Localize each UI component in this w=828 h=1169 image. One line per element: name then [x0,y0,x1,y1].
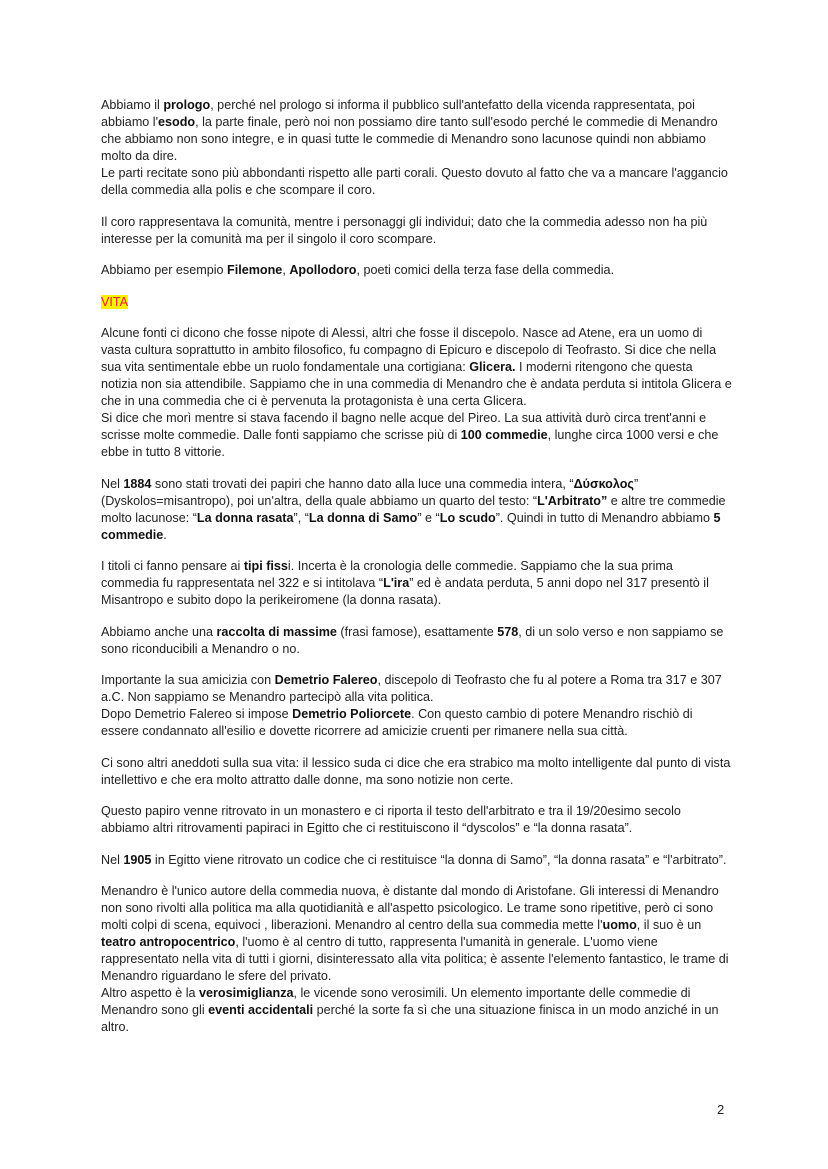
text: ebbe in tutto 8 vittorie. [101,445,225,459]
paragraph [101,803,741,837]
text-line [101,624,741,641]
text-line [101,342,741,359]
paragraph [101,672,741,740]
text: non sono rivolti alla politica ma alla quotidianità e all'aspetto psicologico. Le trame sono ripetitive, però ci sono [101,901,714,915]
paragraph [101,214,741,248]
text-line [101,883,741,900]
text-line [101,689,741,706]
text-line [101,165,741,182]
text: , lunghe circa 1000 versi e che [547,428,719,442]
text-line [101,900,741,917]
bold-text: teatro antropocentrico [101,935,236,949]
text-line [101,510,741,527]
bold-text: uomo [602,918,637,932]
bold-text: La donna di Samo [308,510,418,525]
text-line [101,968,741,985]
text: Questo papiro venne ritrovato in un monastero e ci riporta il testo dell'arbitrato e tra il 19/20esimo secolo [101,804,681,818]
bold-text: Lo scudo [439,510,496,525]
text-line [101,527,741,544]
bold-text: verosimiglianza [199,986,294,1000]
bold-text: L'ira [383,576,410,590]
bold-text: 5 [713,510,721,525]
text: Importante la sua amicizia con [101,673,275,687]
text: che in una commedia che ci è pervenuta la protagonista è una certa Glicera. [101,394,527,408]
text-line [101,148,741,165]
text: Menandro riguardano le sfere del privato. [101,969,332,983]
text: ”, “ [293,510,309,525]
bold-text: Δύσκολος [573,476,634,491]
text: Abbiamo il [101,98,164,112]
text-line [101,294,741,311]
text: della commedia alla polis e che scompare il coro. [101,183,376,197]
text: molto da dire. [101,149,178,163]
text-line [101,723,741,740]
text: . Con questo cambio di potere Menandro rischiò di [411,707,693,721]
text: ” [633,476,639,491]
text: , le vicende sono verosimili. Un elemento importante delle commedie di [293,986,691,1000]
document-body [101,97,741,1051]
text-line [101,772,741,789]
text-line [101,803,741,820]
text-line [101,934,741,951]
bold-text: Glicera. [469,360,516,374]
text: , l'uomo è al centro di tutto, rappresenta l'umanità in generale. L'uomo viene [235,935,658,949]
text: e altre tre commedie [607,493,726,508]
text: interesse per la comunità ma per il singolo il coro scompare. [101,231,437,246]
text: , il suo è un [636,918,702,932]
text: (frasi famose), esattamente [336,624,498,639]
text-line [101,820,741,837]
highlighted-heading: VITA [101,294,129,309]
text: Nel [101,852,124,867]
text-line [101,214,741,231]
text-line [101,493,741,510]
text: in Egitto viene ritrovato un codice che ci restituisce “la donna di Samo”, “la donna rasata” e “l'arbitrato”. [151,852,727,867]
text: abbiamo l' [101,115,159,129]
text-line [101,852,741,869]
text: Nel [101,476,124,491]
text: , discepolo di Teofrasto che fu al potere a Roma tra 317 e 307 [377,673,722,687]
text: . [163,527,167,542]
text: (Dyskolos=misantropo), poi un'altra, della quale abbiamo un quarto del testo: “ [101,493,538,508]
text: Le parti recitate sono più abbondanti rispetto alle parti corali. Questo dovuto al fatto che va a mancare l'aggancio [101,166,728,180]
text: Abbiamo per esempio [101,263,228,277]
page-number: 2 [717,1102,725,1117]
text: vasta cultura soprattutto in ambito filosofico, fu compagno di Epicuro e discepolo di Teofrasto. Si dice che nella [101,343,717,357]
text-line [101,641,741,658]
text: Menandro è l'unico autore della commedia nuova, è distante dal mondo di Aristofane. Gli interessi di Menandro [101,884,719,898]
bold-text: Filemone [227,263,283,277]
text: notizia non sia attendibile. Sappiamo che in una commedia di Menandro che è andata perduta si intitola Glicera e [101,377,732,391]
bold-text: Demetrio Falereo [274,673,378,687]
text-line [101,706,741,723]
bold-text: 1905 [123,852,152,867]
text: abbiamo altri ritrovamenti papiraci in Egitto che ci restituiscono il “dyscolos” e “la donna rasata”. [101,821,633,835]
text-line [101,97,741,114]
paragraph [101,852,741,869]
text: Misantropo e subito dopo la perikeiromene (la donna rasata). [101,593,442,607]
text: Ci sono altri aneddoti sulla sua vita: il lessico suda ci dice che era strabico ma molto intelligente dal punto di vista [101,755,731,770]
text: intellettivo e che era molto attratto dalle donne, ma sono notizie non certe. [101,772,514,787]
text: a.C. Non sappiamo se Menandro partecipò alla vita politica. [101,690,434,704]
text: ” ed è andata perduta, 5 anni dopo nel 317 presentò il [409,576,709,590]
bold-text: Apollodoro [289,263,357,277]
paragraph [101,262,741,279]
text: che abbiamo non sono integre, e in quasi tutte le commedie di Menandro sono lacunose quindi non abbiamo [101,132,706,146]
text: , di un solo verso e non sappiamo se [518,624,724,639]
bold-text: 1884 [123,476,152,491]
text-line [101,325,741,342]
text-line [101,393,741,410]
text: rappresentato nella vita di tutti i giorni, disinteressato alla vita politica; è assente l'elemento fantastico, le trame di [101,952,729,966]
text: essere condannato all'esilio e dovette ricorrere ad amicizie cruenti per rimanere nella sua città. [101,724,628,738]
text-line [101,231,741,248]
text-line [101,672,741,689]
bold-text: 578 [497,624,519,639]
paragraph [101,883,741,1036]
text: sono stati trovati dei papiri che hanno dato alla luce una commedia intera, “ [151,476,574,491]
paragraph [101,558,741,609]
text-line [101,592,741,609]
text-line [101,262,741,279]
bold-text: eventi accidentali [208,1003,314,1017]
bold-text: La donna rasata [196,510,294,525]
bold-text: Demetrio Poliorcete [292,707,412,721]
text: molti colpi di scena, equivoci , liberazioni. Menandro al centro della sua commedia mette l' [101,918,603,932]
text: , la parte finale, però noi non possiamo dire tanto sull'esodo perché le commedie di Menandro [195,115,718,129]
bold-text: raccolta di massime [216,624,337,639]
text-line [101,755,741,772]
bold-text: 100 commedie [460,428,548,442]
bold-text: prologo [163,98,211,112]
bold-text: esodo [158,115,196,129]
text-line [101,444,741,461]
text-line [101,1019,741,1036]
bold-text: tipi fiss [243,559,288,573]
text-line [101,376,741,393]
text-line [101,359,741,376]
text-line [101,558,741,575]
text: ”. Quindi in tutto di Menandro abbiamo [495,510,714,525]
paragraph [101,97,741,199]
paragraph [101,294,741,311]
bold-text: commedie [101,527,164,542]
text: molto lacunose: “ [101,510,197,525]
text: I moderni ritengono che questa [515,360,693,374]
text-line [101,410,741,427]
text: , [282,263,290,277]
text: altro. [101,1020,129,1034]
text-line [101,951,741,968]
paragraph [101,325,741,461]
paragraph [101,755,741,789]
text: Menandro sono gli [101,1003,209,1017]
text-line [101,131,741,148]
text: sono riconducibili a Menandro o no. [101,641,300,656]
text: ” e “ [417,510,440,525]
text-line [101,575,741,592]
text: scrisse molte commedie. Dalle fonti sappiamo che scrisse più di [101,428,461,442]
text-line [101,1002,741,1019]
text: commedia fu rappresentata nel 322 e si intitolava “ [101,576,384,590]
text: Abbiamo anche una [101,624,217,639]
text: Si dice che morì mentre si stava facendo il bagno nelle acque del Pireo. La sua attività durò circa trent'anni e [101,411,707,425]
paragraph [101,476,741,544]
text: , poeti comici della terza fase della commedia. [356,263,615,277]
text: sua vita sentimentale ebbe un ruolo fondamentale una cortigiana: [101,360,470,374]
text-line [101,985,741,1002]
text-line [101,182,741,199]
text: i. Incerta è la cronologia delle commedie. Sappiamo che la sua prima [287,559,673,573]
bold-text: L'Arbitrato” [537,493,608,508]
text: Dopo Demetrio Falereo si impose [101,707,293,721]
text: I titoli ci fanno pensare ai [101,559,244,573]
text: Il coro rappresentava la comunità, mentre i personaggi gli individui; dato che la commedia adesso non ha più [101,214,708,229]
text: perché la sorte fa sì che una situazione finisca in un modo anziché in un [313,1003,719,1017]
paragraph [101,624,741,658]
text: , perché nel prologo si informa il pubblico sull'antefatto della vicenda rappresentata, poi [210,98,695,112]
text: Altro aspetto è la [101,986,200,1000]
text-line [101,427,741,444]
text-line [101,917,741,934]
text-line [101,114,741,131]
text-line [101,476,741,493]
text: Alcune fonti ci dicono che fosse nipote di Alessi, altri che fosse il discepolo. Nasce ad Atene, era un uomo di [101,326,703,340]
